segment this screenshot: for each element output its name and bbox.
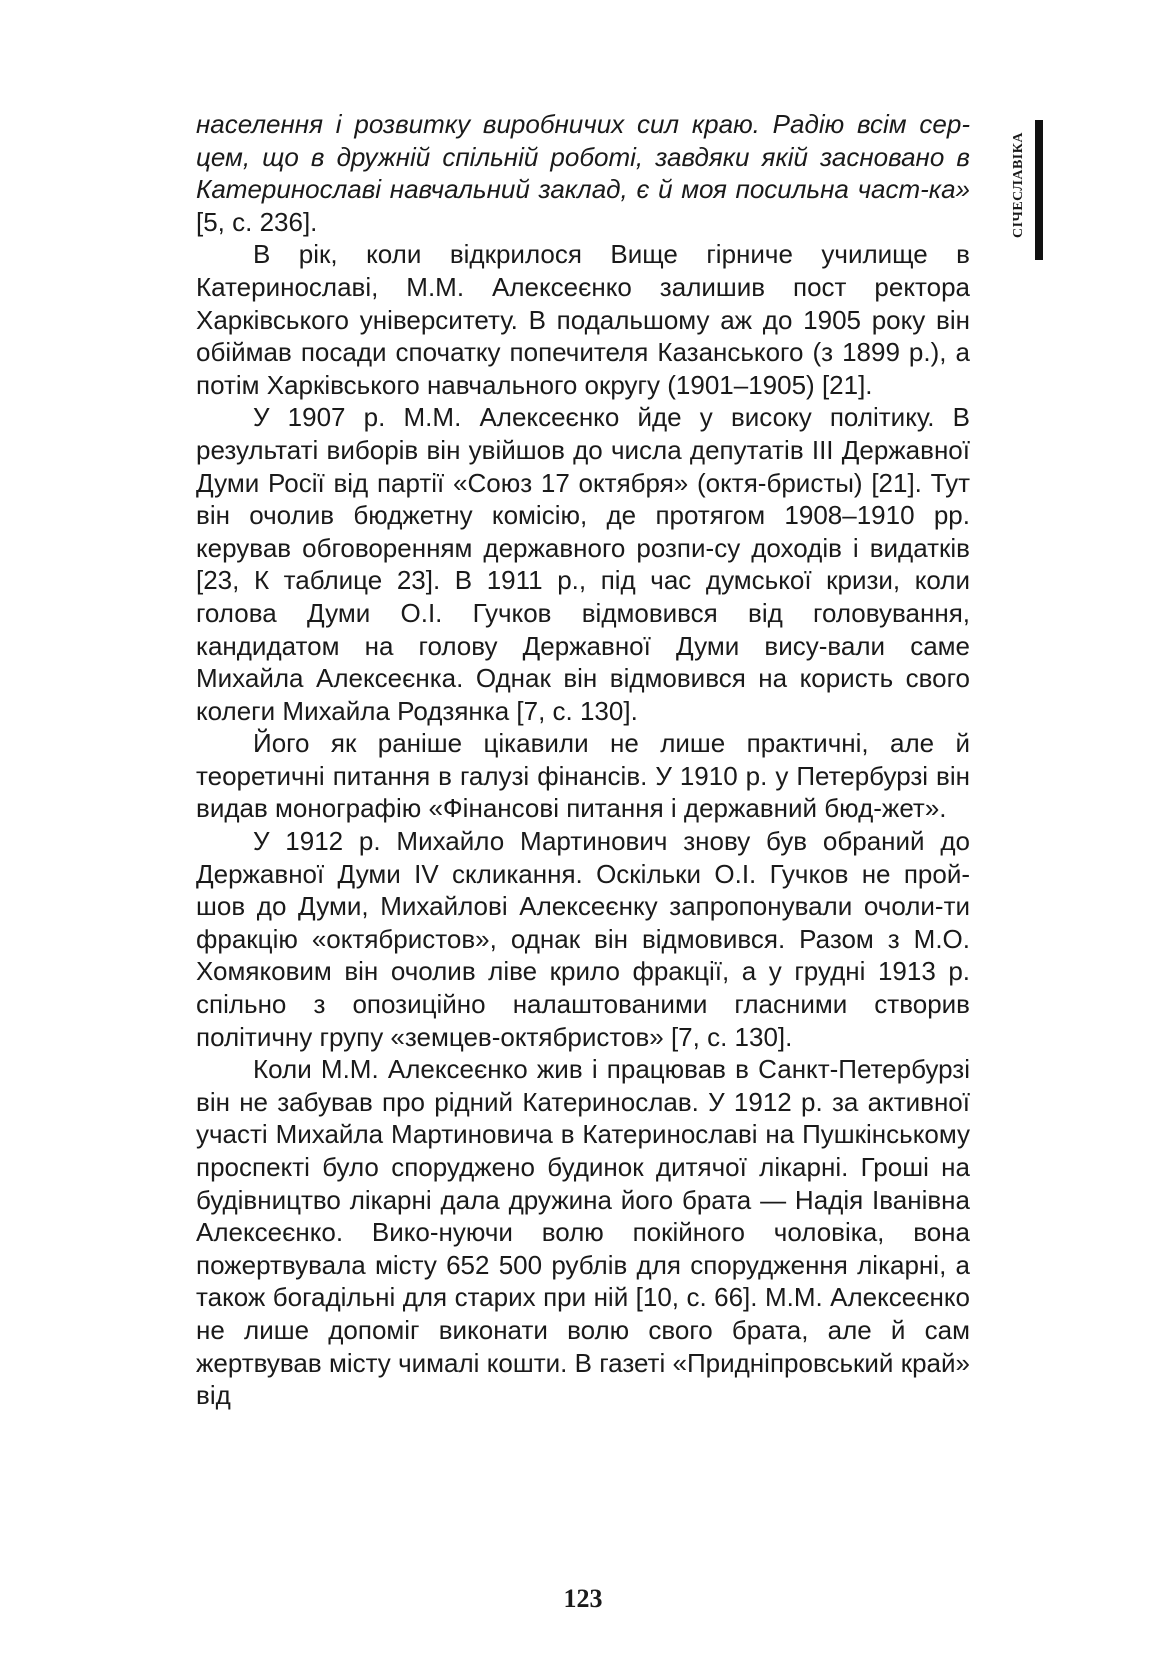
paragraph-3: У 1907 р. М.М. Алексеєнко йде у високу політику. В результаті виборів він увійшов до числа депутатів ІІІ Державної Думи Росії від партії «Союз 17 октября» (октя-бристы) [21]. Тут він очолив бюджетну комісію, де протягом 1908–1910 рр. керував обговоренням державного розпи-су доходів і видатків [23, К таблице 23]. В 1911 р., під час думської кризи, коли голова Думи О.І. Гучков відмовився від головування, кандидатом на голову Державної Думи вису-вали саме Михайла Алексеєнка. Однак він відмовився на користь свого колеги Михайла Родзянка [7, с. 130]. <box>196 402 970 726</box>
paragraph-5: У 1912 р. Михайло Мартинович знову був обраний до Державної Думи IV скликання. Оскільки О.І. Гучков не прой-шов до Думи, Михайлові Алексеєнку запропонували очоли-ти фракцію «октябристов», однак він відмовився. Разом з М.О. Хомяковим він очолив ліве крило фракції, а у грудні 1913 р. спільно з опозиційно налаштованими гласними створив політичну групу «земцев-октябристов» [7, с. 130]. <box>196 826 970 1052</box>
paragraph-2: В рік, коли відкрилося Вище гірниче училище в Катеринославі, М.М. Алексеєнко залишив пост ректора Харківського університету. В подальшому аж до 1905 року він обіймав посади спочатку попечителя Казанського (з 1899 р.), а потім Харківського навчального округу (1901–1905) [21]. <box>196 239 970 400</box>
quote-reference: [5, с. 236]. <box>196 206 318 237</box>
text-column <box>196 108 970 1412</box>
paragraph-6: Коли М.М. Алексеєнко жив і працював в Санкт-Петербурзі він не забував про рідний Катеринослав. У 1912 р. за активної участі Михайла Мартиновича в Катеринославі на Пушкінському проспекті було споруджено будинок дитячої лікарні. Гроші на будівництво лікарні дала дружина його брата — Надія Іванівна Алексеєнко. Вико-нуючи волю покійного чоловіка, вона пожертвувала місту 652 500 рублів для спорудження лікарні, а також богадільні для старих при ній [10, с. 66]. М.М. Алексеєнко не лише допоміг виконати волю свого брата, але й сам жертвував місту чималі кошти. В газеті «Придніпровський край» від <box>196 1054 970 1411</box>
journal-logo-text: СІЧЕСЛАВІКА <box>1011 131 1026 239</box>
journal-side-logo <box>995 110 1045 260</box>
quote-italic: населення і розвитку виробничих сил краю. Радію всім сер-цем, що в дружній спільній роботі, завдяки якій засновано в Катеринославі навчальний заклад, є й моя посильна част-ка» <box>196 109 970 205</box>
page-number: 123 <box>563 1584 603 1613</box>
paragraph-4: Його як раніше цікавили не лише практичні, але й теоретичні питання в галузі фінансів. У 1910 р. у Петербурзі він видав монографію «Фінансові питання і державний бюд-жет». <box>196 728 970 824</box>
journal-logo-bar <box>1035 120 1043 260</box>
paragraph-1 <box>196 108 970 238</box>
